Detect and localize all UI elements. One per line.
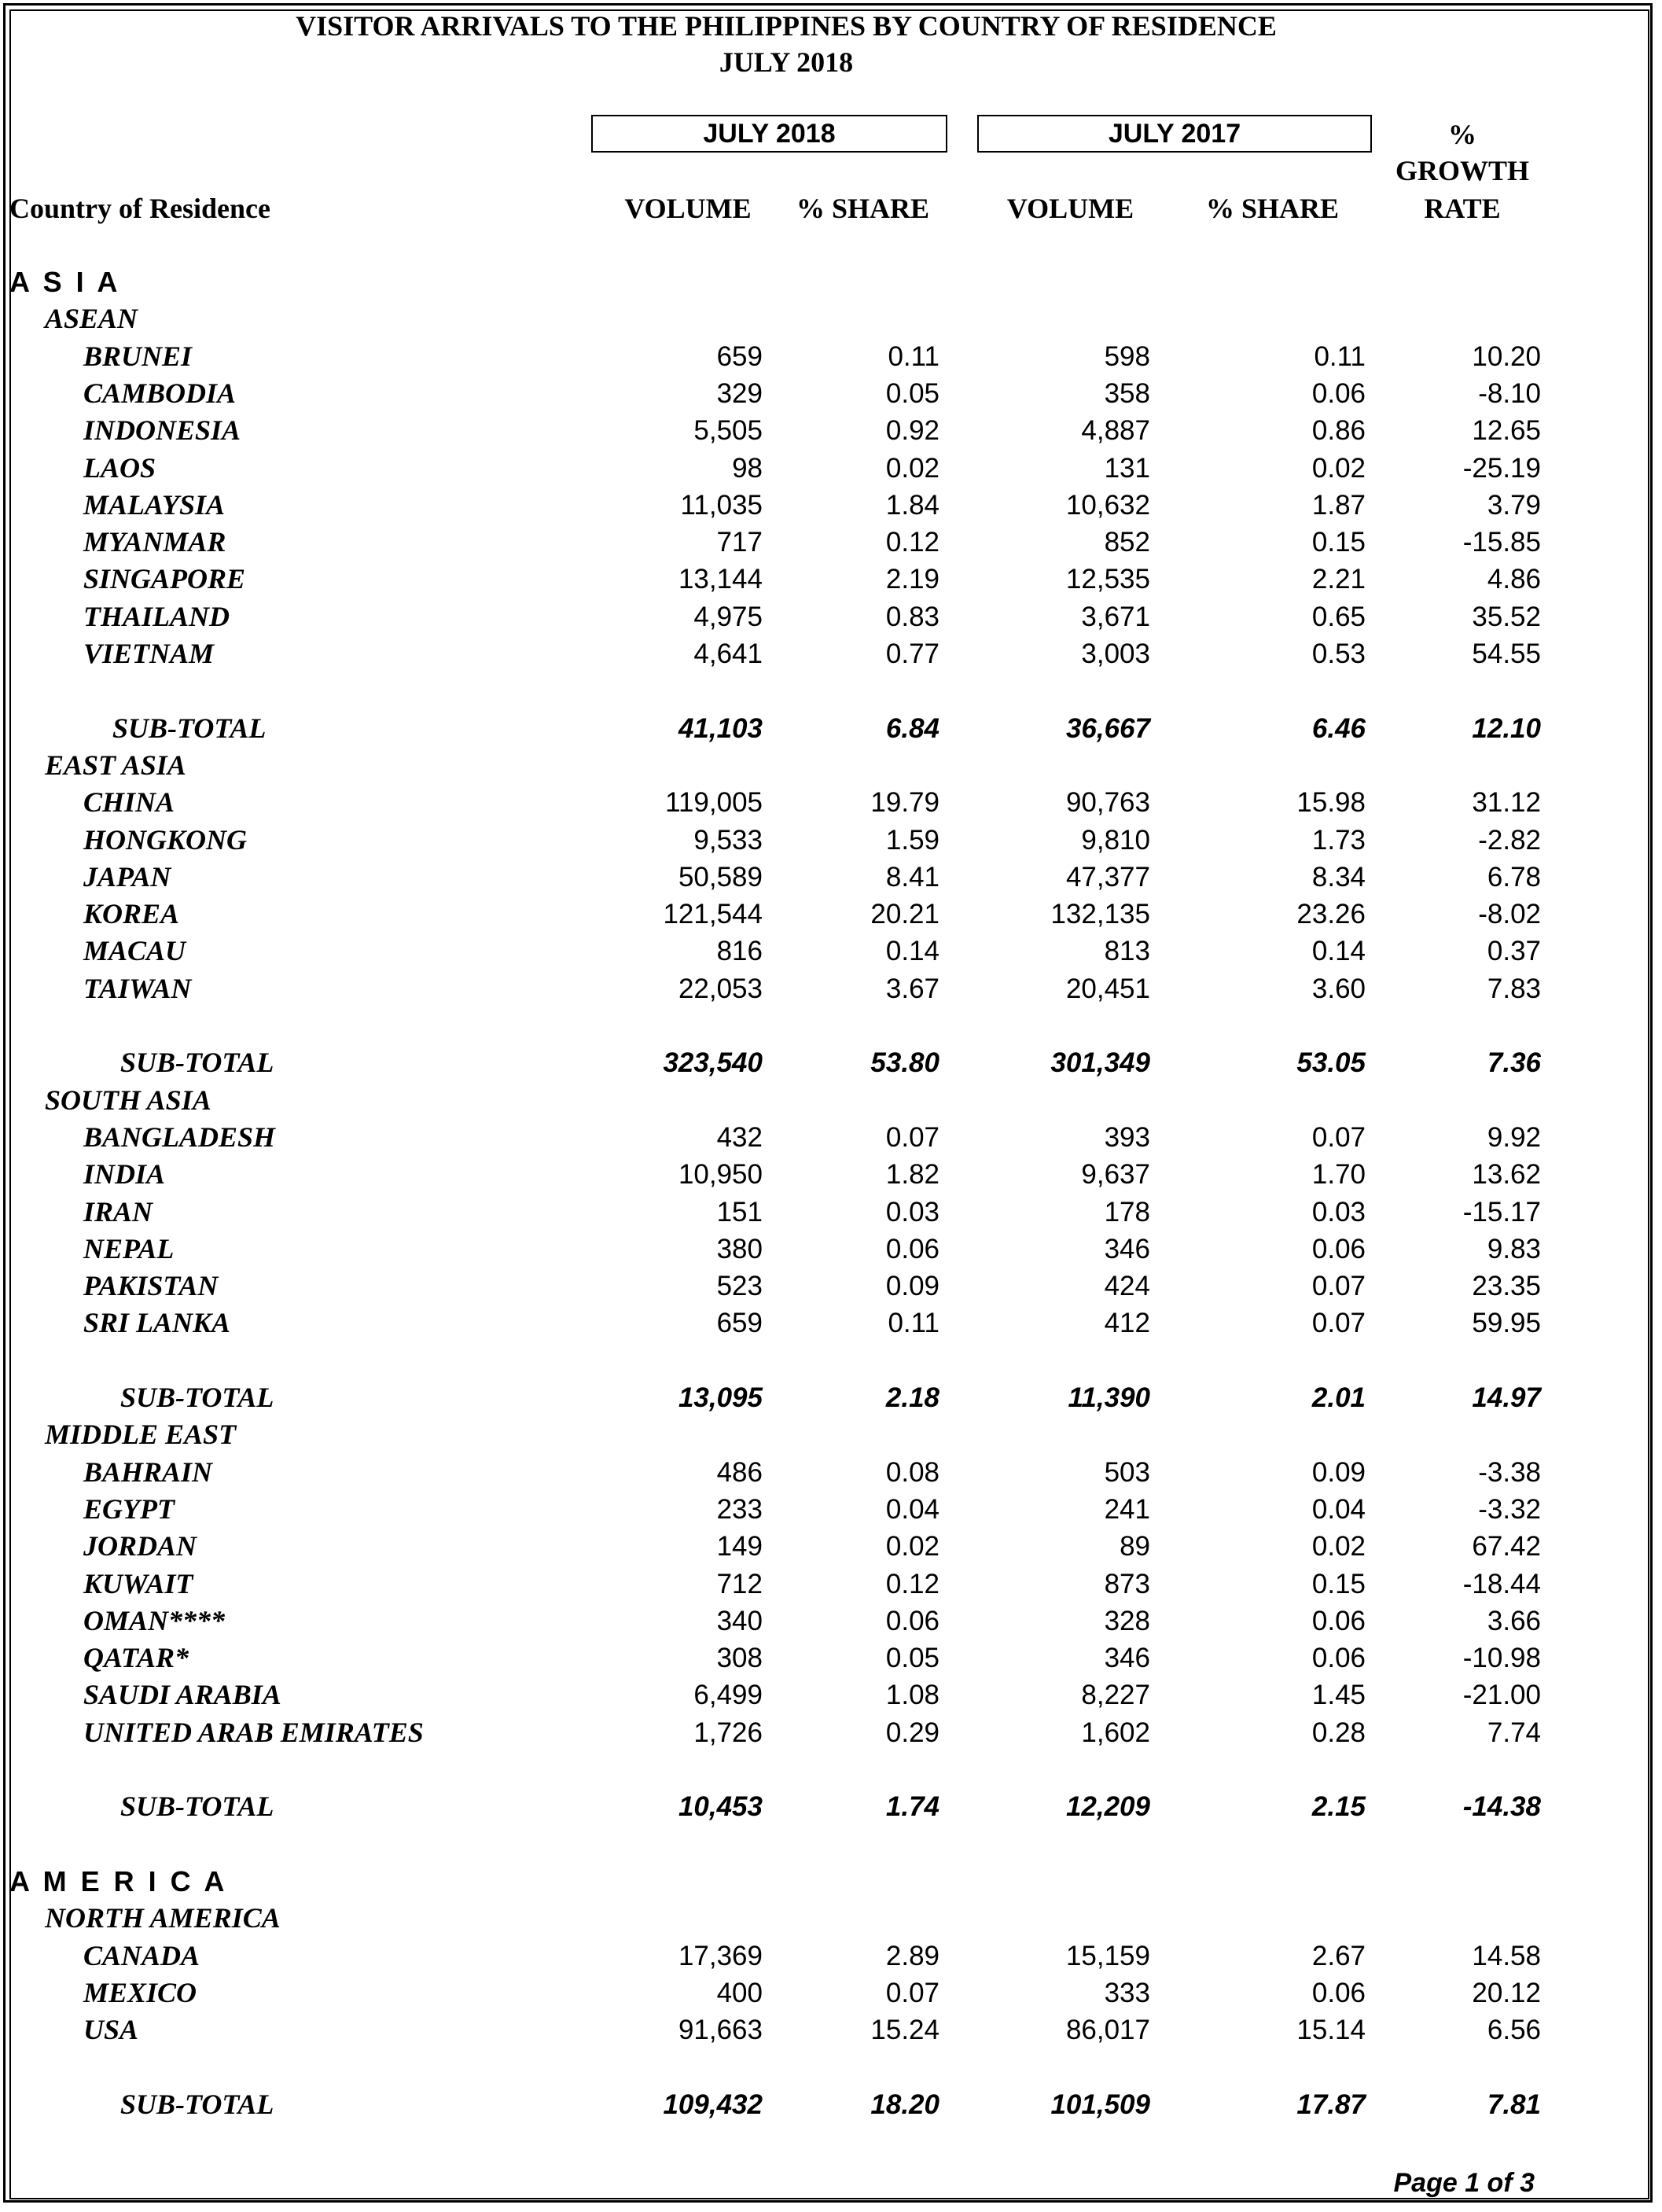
share-2017-cell: 2.01 — [1311, 1382, 1366, 1413]
share-2017-cell: 1.87 — [1311, 490, 1366, 521]
volume-2017-cell: 9,637 — [1081, 1159, 1150, 1190]
growth-rate-cell: 13.62 — [1472, 1159, 1541, 1190]
volume-2018-cell: 4,641 — [693, 639, 763, 669]
share-2017-cell: 6.46 — [1311, 713, 1366, 744]
volume-2018-cell: 380 — [716, 1234, 763, 1264]
share-2017-cell: 1.70 — [1311, 1159, 1366, 1190]
share-2017-cell: 23.26 — [1296, 899, 1366, 929]
growth-rate-cell: 4.86 — [1487, 564, 1541, 594]
country-row — [0, 1603, 1662, 1640]
share-2017-cell: 0.04 — [1311, 1494, 1366, 1525]
share-2017-cell: 0.07 — [1311, 1308, 1366, 1338]
volume-2017-cell: 86,017 — [1065, 2015, 1150, 2045]
country-label: SAUDI ARABIA — [83, 1679, 281, 1710]
volume-2017-cell: 3,003 — [1081, 639, 1150, 669]
volume-2017-cell: 20,451 — [1065, 974, 1150, 1004]
share-2018-cell: 1.82 — [885, 1159, 939, 1190]
share-2017-cell: 0.09 — [1311, 1457, 1366, 1488]
volume-2018-cell: 10,453 — [678, 1791, 763, 1822]
country-label: JAPAN — [83, 861, 171, 893]
country-label: MEXICO — [83, 1977, 197, 2008]
volume-2017-cell: 47,377 — [1065, 862, 1150, 893]
group-label: NORTH AMERICA — [45, 1902, 281, 1934]
header-share-2017: % SHARE — [1205, 193, 1340, 224]
volume-2017-cell: 90,763 — [1065, 787, 1150, 818]
group-row — [0, 300, 1662, 337]
volume-2017-cell: 1,602 — [1081, 1717, 1150, 1748]
volume-2017-cell: 10,632 — [1065, 490, 1150, 521]
share-2017-cell: 0.65 — [1311, 602, 1366, 632]
growth-rate-cell: 14.58 — [1472, 1941, 1541, 1971]
growth-rate-cell: -2.82 — [1478, 825, 1541, 856]
country-label: MYANMAR — [83, 526, 226, 558]
country-row — [0, 1528, 1662, 1565]
share-2018-cell: 0.14 — [885, 936, 939, 966]
country-row — [0, 1119, 1662, 1156]
growth-rate-cell: 54.55 — [1472, 639, 1541, 669]
subtotal-label: SUB-TOTAL — [112, 712, 267, 744]
group-row — [0, 1900, 1662, 1937]
share-2017-cell: 0.02 — [1311, 453, 1366, 484]
share-2018-cell: 0.04 — [885, 1494, 939, 1525]
share-2018-cell: 3.67 — [885, 974, 939, 1004]
share-2017-cell: 2.15 — [1311, 1791, 1366, 1822]
country-row — [0, 896, 1662, 933]
growth-rate-cell: -18.44 — [1462, 1569, 1541, 1599]
volume-2018-cell: 308 — [716, 1643, 763, 1673]
growth-rate-cell: -8.10 — [1478, 378, 1541, 409]
share-2018-cell: 0.05 — [885, 1643, 939, 1673]
growth-rate-cell: 12.65 — [1472, 415, 1541, 446]
growth-rate-cell: 12.10 — [1472, 713, 1541, 744]
growth-rate-cell: 67.42 — [1472, 1531, 1541, 1562]
share-2018-cell: 19.79 — [870, 787, 939, 818]
country-row — [0, 487, 1662, 524]
share-2017-cell: 1.45 — [1311, 1680, 1366, 1710]
country-label: THAILAND — [83, 601, 230, 632]
country-row — [0, 1566, 1662, 1603]
growth-rate-cell: 59.95 — [1472, 1308, 1541, 1338]
share-2017-cell: 0.07 — [1311, 1271, 1366, 1301]
country-label: HONGKONG — [83, 824, 248, 856]
country-label: LAOS — [83, 452, 156, 484]
share-2018-cell: 20.21 — [870, 899, 939, 929]
volume-2017-cell: 412 — [1104, 1308, 1150, 1338]
spacer-row — [0, 672, 1662, 709]
volume-2017-cell: 131 — [1104, 453, 1150, 484]
volume-2017-cell: 358 — [1104, 378, 1150, 409]
share-2018-cell: 0.92 — [885, 415, 939, 446]
share-2018-cell: 0.03 — [885, 1197, 939, 1227]
volume-2017-cell: 333 — [1104, 1978, 1150, 2008]
volume-2018-cell: 329 — [716, 378, 763, 409]
volume-2018-cell: 119,005 — [665, 787, 763, 818]
volume-2018-cell: 151 — [716, 1197, 763, 1227]
share-2018-cell: 0.05 — [885, 378, 939, 409]
volume-2018-cell: 816 — [716, 936, 763, 966]
share-2018-cell: 0.02 — [885, 453, 939, 484]
country-row — [0, 1938, 1662, 1975]
group-label: ASEAN — [45, 303, 138, 334]
volume-2017-cell: 15,159 — [1065, 1941, 1150, 1971]
share-2017-cell: 0.06 — [1311, 1234, 1366, 1264]
volume-2018-cell: 98 — [732, 453, 763, 484]
country-row — [0, 822, 1662, 859]
growth-rate-cell: -8.02 — [1478, 899, 1541, 929]
country-label: QATAR* — [83, 1642, 189, 1673]
country-label: MACAU — [83, 935, 186, 966]
growth-rate-cell: 9.92 — [1487, 1122, 1541, 1153]
share-2018-cell: 6.84 — [885, 713, 939, 744]
volume-2018-cell: 149 — [716, 1531, 763, 1562]
growth-rate-cell: 7.36 — [1487, 1047, 1541, 1078]
subtotal-row — [0, 1788, 1662, 1825]
growth-rate-cell: 3.79 — [1487, 490, 1541, 521]
growth-rate-cell: -10.98 — [1462, 1643, 1541, 1673]
share-2017-cell: 2.67 — [1311, 1941, 1366, 1971]
country-row — [0, 1454, 1662, 1491]
growth-rate-cell: 23.35 — [1472, 1271, 1541, 1301]
country-row — [0, 1676, 1662, 1713]
share-2018-cell: 0.08 — [885, 1457, 939, 1488]
share-2017-cell: 0.86 — [1311, 415, 1366, 446]
growth-rate-cell: -15.17 — [1462, 1197, 1541, 1227]
volume-2018-cell: 4,975 — [693, 602, 763, 632]
country-label: BRUNEI — [83, 340, 193, 372]
country-row — [0, 635, 1662, 672]
country-row — [0, 1640, 1662, 1676]
share-2017-cell: 0.06 — [1311, 1643, 1366, 1673]
header-group-july-2018: JULY 2018 — [591, 115, 947, 153]
country-label: TAIWAN — [83, 973, 192, 1004]
growth-rate-cell: 6.78 — [1487, 862, 1541, 893]
growth-rate-cell: 7.74 — [1487, 1717, 1541, 1748]
volume-2017-cell: 346 — [1104, 1643, 1150, 1673]
share-2018-cell: 0.11 — [888, 1308, 939, 1338]
growth-rate-cell: 35.52 — [1472, 602, 1541, 632]
volume-2017-cell: 12,535 — [1065, 564, 1150, 594]
volume-2017-cell: 11,390 — [1068, 1382, 1150, 1413]
volume-2018-cell: 5,505 — [693, 415, 763, 446]
volume-2018-cell: 717 — [716, 527, 763, 558]
spacer-row — [0, 1007, 1662, 1044]
volume-2018-cell: 109,432 — [663, 2089, 763, 2120]
growth-rate-cell: -21.00 — [1462, 1680, 1541, 1710]
volume-2018-cell: 13,095 — [678, 1382, 763, 1413]
volume-2017-cell: 36,667 — [1065, 713, 1150, 744]
share-2018-cell: 18.20 — [870, 2089, 939, 2120]
country-label: JORDAN — [83, 1530, 197, 1562]
share-2018-cell: 0.06 — [885, 1234, 939, 1264]
country-label: UNITED ARAB EMIRATES — [83, 1717, 424, 1748]
volume-2018-cell: 400 — [716, 1978, 763, 2008]
growth-rate-cell: 6.56 — [1487, 2015, 1541, 2045]
country-label: CAMBODIA — [83, 377, 237, 409]
country-row — [0, 970, 1662, 1007]
country-row — [0, 375, 1662, 412]
growth-rate-cell: 14.97 — [1472, 1382, 1541, 1413]
header-country: Country of Residence — [9, 193, 270, 224]
country-row — [0, 1231, 1662, 1268]
country-row — [0, 933, 1662, 970]
country-label: CANADA — [83, 1940, 200, 1971]
volume-2018-cell: 91,663 — [678, 2015, 763, 2045]
country-label: KUWAIT — [83, 1568, 193, 1599]
subtotal-label: SUB-TOTAL — [120, 1382, 274, 1413]
share-2017-cell: 53.05 — [1296, 1047, 1366, 1078]
volume-2018-cell: 13,144 — [678, 564, 763, 594]
share-2018-cell: 0.02 — [885, 1531, 939, 1562]
header-growth-percent: % — [1448, 119, 1476, 150]
country-label: PAKISTAN — [83, 1270, 219, 1301]
country-label: VIETNAM — [83, 638, 215, 669]
country-label: EGYPT — [83, 1493, 175, 1525]
share-2018-cell: 53.80 — [870, 1047, 939, 1078]
spacer-row — [0, 1751, 1662, 1788]
growth-rate-cell: 0.37 — [1487, 936, 1541, 966]
volume-2017-cell: 8,227 — [1081, 1680, 1150, 1710]
country-row — [0, 784, 1662, 821]
share-2017-cell: 3.60 — [1311, 974, 1366, 1004]
country-label: SRI LANKA — [83, 1307, 231, 1338]
volume-2017-cell: 301,349 — [1050, 1047, 1150, 1078]
share-2018-cell: 0.07 — [885, 1978, 939, 2008]
growth-rate-cell: 20.12 — [1472, 1978, 1541, 2008]
volume-2018-cell: 323,540 — [663, 1047, 763, 1078]
header-volume-2017: VOLUME — [1006, 193, 1134, 224]
share-2018-cell: 0.83 — [885, 602, 939, 632]
volume-2017-cell: 89 — [1120, 1531, 1150, 1562]
share-2018-cell: 2.19 — [885, 564, 939, 594]
share-2017-cell: 0.14 — [1311, 936, 1366, 966]
country-label: BANGLADESH — [83, 1121, 276, 1153]
volume-2018-cell: 121,544 — [663, 899, 763, 929]
volume-2018-cell: 233 — [716, 1494, 763, 1525]
country-label: USA — [83, 2014, 139, 2045]
group-row — [0, 1416, 1662, 1453]
volume-2018-cell: 523 — [716, 1271, 763, 1301]
country-label: KOREA — [83, 898, 180, 929]
group-label: MIDDLE EAST — [45, 1419, 237, 1450]
volume-2018-cell: 11,035 — [680, 490, 763, 521]
volume-2017-cell: 328 — [1104, 1606, 1150, 1636]
country-label: CHINA — [83, 786, 175, 818]
growth-rate-cell: 31.12 — [1472, 787, 1541, 818]
volume-2018-cell: 432 — [716, 1122, 763, 1153]
share-2017-cell: 0.53 — [1311, 639, 1366, 669]
volume-2018-cell: 17,369 — [678, 1941, 763, 1971]
group-row — [0, 747, 1662, 784]
region-row — [0, 263, 1662, 300]
volume-2018-cell: 659 — [716, 341, 763, 372]
country-row — [0, 561, 1662, 598]
region-label: A S I A — [9, 266, 121, 298]
volume-2018-cell: 659 — [716, 1308, 763, 1338]
share-2018-cell: 1.08 — [885, 1680, 939, 1710]
share-2018-cell: 0.12 — [885, 527, 939, 558]
volume-2018-cell: 22,053 — [678, 974, 763, 1004]
growth-rate-cell: -3.32 — [1478, 1494, 1541, 1525]
share-2018-cell: 15.24 — [870, 2015, 939, 2045]
subtotal-row — [0, 2086, 1662, 2123]
country-row — [0, 1714, 1662, 1751]
header-share-2018: % SHARE — [796, 193, 930, 224]
volume-2017-cell: 598 — [1104, 341, 1150, 372]
group-label: SOUTH ASIA — [45, 1084, 211, 1116]
page-title: VISITOR ARRIVALS TO THE PHILIPPINES BY COUNTRY OF RESIDENCE — [296, 10, 1277, 42]
country-label: IRAN — [83, 1196, 153, 1227]
volume-2017-cell: 9,810 — [1081, 825, 1150, 856]
growth-rate-cell: 7.83 — [1487, 974, 1541, 1004]
country-row — [0, 1975, 1662, 2011]
share-2018-cell: 8.41 — [885, 862, 939, 893]
group-row — [0, 1082, 1662, 1119]
share-2017-cell: 2.21 — [1311, 564, 1366, 594]
share-2017-cell: 0.06 — [1311, 378, 1366, 409]
volume-2017-cell: 393 — [1104, 1122, 1150, 1153]
volume-2017-cell: 873 — [1104, 1569, 1150, 1599]
share-2017-cell: 0.07 — [1311, 1122, 1366, 1153]
header-growth-label: GROWTH — [1395, 155, 1529, 186]
volume-2017-cell: 424 — [1104, 1271, 1150, 1301]
share-2018-cell: 0.29 — [885, 1717, 939, 1748]
share-2017-cell: 0.28 — [1311, 1717, 1366, 1748]
growth-rate-cell: 7.81 — [1487, 2089, 1541, 2120]
volume-2017-cell: 4,887 — [1081, 415, 1150, 446]
volume-2017-cell: 12,209 — [1065, 1791, 1150, 1822]
share-2017-cell: 0.15 — [1311, 527, 1366, 558]
share-2018-cell: 2.89 — [885, 1941, 939, 1971]
share-2017-cell: 0.02 — [1311, 1531, 1366, 1562]
volume-2018-cell: 9,533 — [693, 825, 763, 856]
volume-2017-cell: 132,135 — [1050, 899, 1150, 929]
country-label: INDONESIA — [83, 414, 241, 446]
subtotal-label: SUB-TOTAL — [120, 2089, 274, 2120]
volume-2018-cell: 10,950 — [678, 1159, 763, 1190]
country-row — [0, 598, 1662, 635]
page-number: Page 1 of 3 — [1393, 2168, 1535, 2198]
volume-2017-cell: 178 — [1104, 1197, 1150, 1227]
volume-2017-cell: 101,509 — [1050, 2089, 1150, 2120]
growth-rate-cell: 3.66 — [1487, 1606, 1541, 1636]
spacer-row — [0, 1826, 1662, 1863]
country-row — [0, 450, 1662, 487]
volume-2017-cell: 813 — [1104, 936, 1150, 966]
share-2017-cell: 8.34 — [1311, 862, 1366, 893]
share-2018-cell: 0.12 — [885, 1569, 939, 1599]
volume-2018-cell: 50,589 — [678, 862, 763, 893]
country-label: OMAN**** — [83, 1605, 226, 1636]
share-2017-cell: 0.03 — [1311, 1197, 1366, 1227]
volume-2018-cell: 1,726 — [693, 1717, 763, 1748]
subtotal-label: SUB-TOTAL — [120, 1047, 274, 1078]
country-label: BAHRAIN — [83, 1456, 213, 1488]
country-row — [0, 524, 1662, 561]
growth-rate-cell: 9.83 — [1487, 1234, 1541, 1264]
region-label: A M E R I C A — [9, 1865, 228, 1897]
share-2017-cell: 15.14 — [1296, 2015, 1366, 2045]
volume-2018-cell: 6,499 — [693, 1680, 763, 1710]
region-row — [0, 1863, 1662, 1900]
country-row — [0, 1268, 1662, 1305]
share-2018-cell: 0.06 — [885, 1606, 939, 1636]
share-2017-cell: 17.87 — [1296, 2089, 1366, 2120]
country-row — [0, 859, 1662, 896]
country-label: INDIA — [83, 1158, 166, 1190]
growth-rate-cell: -3.38 — [1478, 1457, 1541, 1488]
subtotal-row — [0, 710, 1662, 747]
volume-2017-cell: 346 — [1104, 1234, 1150, 1264]
growth-rate-cell: -14.38 — [1462, 1791, 1541, 1822]
header-group-july-2017: JULY 2017 — [977, 115, 1372, 153]
header-growth-rate: RATE — [1424, 193, 1501, 224]
spacer-row — [0, 1342, 1662, 1379]
header-volume-2018: VOLUME — [624, 193, 752, 224]
group-label: EAST ASIA — [45, 749, 186, 781]
subtotal-label: SUB-TOTAL — [120, 1791, 274, 1822]
share-2018-cell: 0.11 — [888, 341, 939, 372]
subtotal-row — [0, 1379, 1662, 1416]
share-2017-cell: 0.15 — [1311, 1569, 1366, 1599]
share-2017-cell: 0.11 — [1314, 341, 1366, 372]
share-2017-cell: 1.73 — [1311, 825, 1366, 856]
share-2018-cell: 2.18 — [885, 1382, 939, 1413]
volume-2017-cell: 503 — [1104, 1457, 1150, 1488]
spacer-row — [0, 2048, 1662, 2085]
volume-2017-cell: 852 — [1104, 527, 1150, 558]
volume-2018-cell: 340 — [716, 1606, 763, 1636]
country-row — [0, 338, 1662, 375]
country-label: SINGAPORE — [83, 563, 246, 594]
subtotal-row — [0, 1044, 1662, 1081]
country-label: MALAYSIA — [83, 489, 226, 521]
share-2017-cell: 15.98 — [1296, 787, 1366, 818]
country-row — [0, 1491, 1662, 1528]
share-2017-cell: 0.06 — [1311, 1606, 1366, 1636]
share-2017-cell: 0.06 — [1311, 1978, 1366, 2008]
growth-rate-cell: -25.19 — [1462, 453, 1541, 484]
share-2018-cell: 0.77 — [885, 639, 939, 669]
share-2018-cell: 0.09 — [885, 1271, 939, 1301]
volume-2017-cell: 3,671 — [1081, 602, 1150, 632]
growth-rate-cell: -15.85 — [1462, 527, 1541, 558]
country-row — [0, 1305, 1662, 1342]
share-2018-cell: 1.59 — [885, 825, 939, 856]
volume-2018-cell: 41,103 — [678, 713, 763, 744]
share-2018-cell: 1.84 — [885, 490, 939, 521]
country-label: NEPAL — [83, 1233, 175, 1264]
country-row — [0, 1194, 1662, 1231]
share-2018-cell: 1.74 — [885, 1791, 939, 1822]
country-row — [0, 1156, 1662, 1193]
country-row — [0, 2011, 1662, 2048]
volume-2017-cell: 241 — [1104, 1494, 1150, 1525]
growth-rate-cell: 10.20 — [1472, 341, 1541, 372]
volume-2018-cell: 712 — [716, 1569, 763, 1599]
volume-2018-cell: 486 — [716, 1457, 763, 1488]
share-2018-cell: 0.07 — [885, 1122, 939, 1153]
country-row — [0, 412, 1662, 449]
page-subtitle: JULY 2018 — [719, 46, 854, 78]
